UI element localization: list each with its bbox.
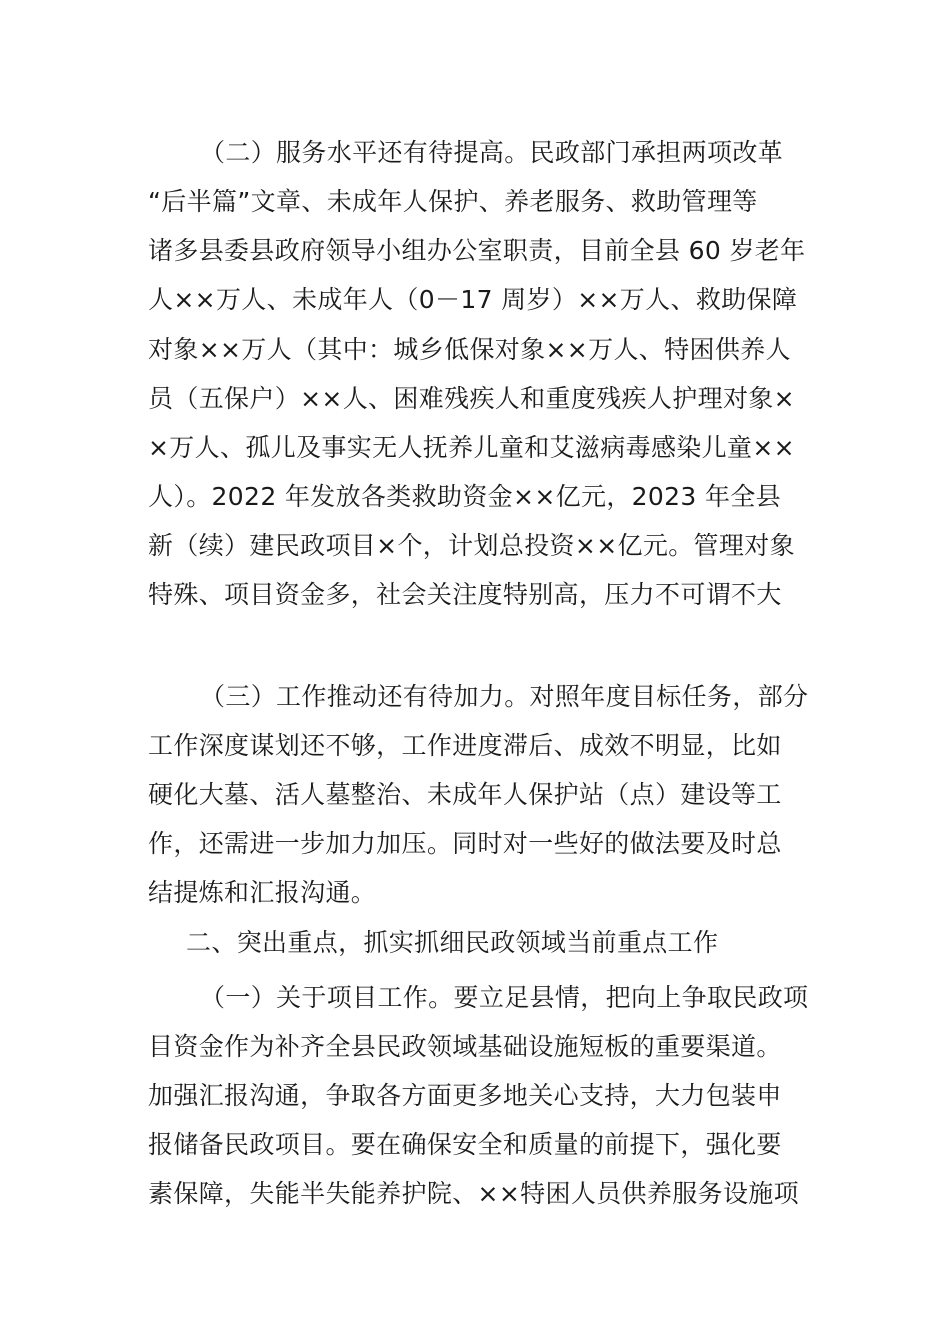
text-line: 新（续）建民政项目×个，计划总投资××亿元。管理对象	[148, 531, 795, 560]
text-line: 硬化大墓、活人墓整治、未成年人保护站（点）建设等工	[148, 780, 782, 809]
text-line: 素保障，失能半失能养护院、××特困人员供养服务设施项	[148, 1179, 799, 1208]
text-line: 报储备民政项目。要在确保安全和质量的前提下，强化要	[148, 1130, 782, 1159]
text-line: 特殊、项目资金多，社会关注度特别高，压力不可谓不大	[148, 580, 782, 609]
text-line: 诸多县委县政府领导小组办公室职责，目前全县 60 岁老年	[148, 236, 806, 265]
text-line: 作，还需进一步加力加压。同时对一些好的做法要及时总	[148, 829, 782, 858]
section-heading: 二、突出重点，抓实抓细民政领域当前重点工作	[186, 928, 719, 957]
text-line: “后半篇”文章、未成年人保护、养老服务、救助管理等	[148, 187, 758, 216]
text-line: 目资金作为补齐全县民政领域基础设施短板的重要渠道。	[148, 1032, 782, 1061]
text-line: 人××万人、未成年人（0－17 周岁）××万人、救助保障	[148, 285, 798, 314]
text-line: （二）服务水平还有待提高。民政部门承担两项改革	[200, 138, 784, 167]
text-line: 对象××万人（其中：城乡低保对象××万人、特困供养人	[148, 335, 791, 364]
text-line: （一）关于项目工作。要立足县情，把向上争取民政项	[200, 983, 809, 1012]
text-line: 加强汇报沟通，争取各方面更多地关心支持，大力包装申	[148, 1081, 782, 1110]
text-line: 人）。2022 年发放各类救助资金××亿元，2023 年全县	[148, 482, 782, 511]
text-line: 员（五保户）××人、困难残疾人和重度残疾人护理对象×	[148, 384, 795, 413]
text-line: 结提炼和汇报沟通。	[148, 878, 377, 907]
text-line: 工作深度谋划还不够，工作进度滞后、成效不明显，比如	[148, 731, 782, 760]
text-line: ×万人、孤儿及事实无人抚养儿童和艾滋病毒感染儿童××	[148, 433, 795, 462]
text-line: （三）工作推动还有待加力。对照年度目标任务，部分	[200, 682, 809, 711]
